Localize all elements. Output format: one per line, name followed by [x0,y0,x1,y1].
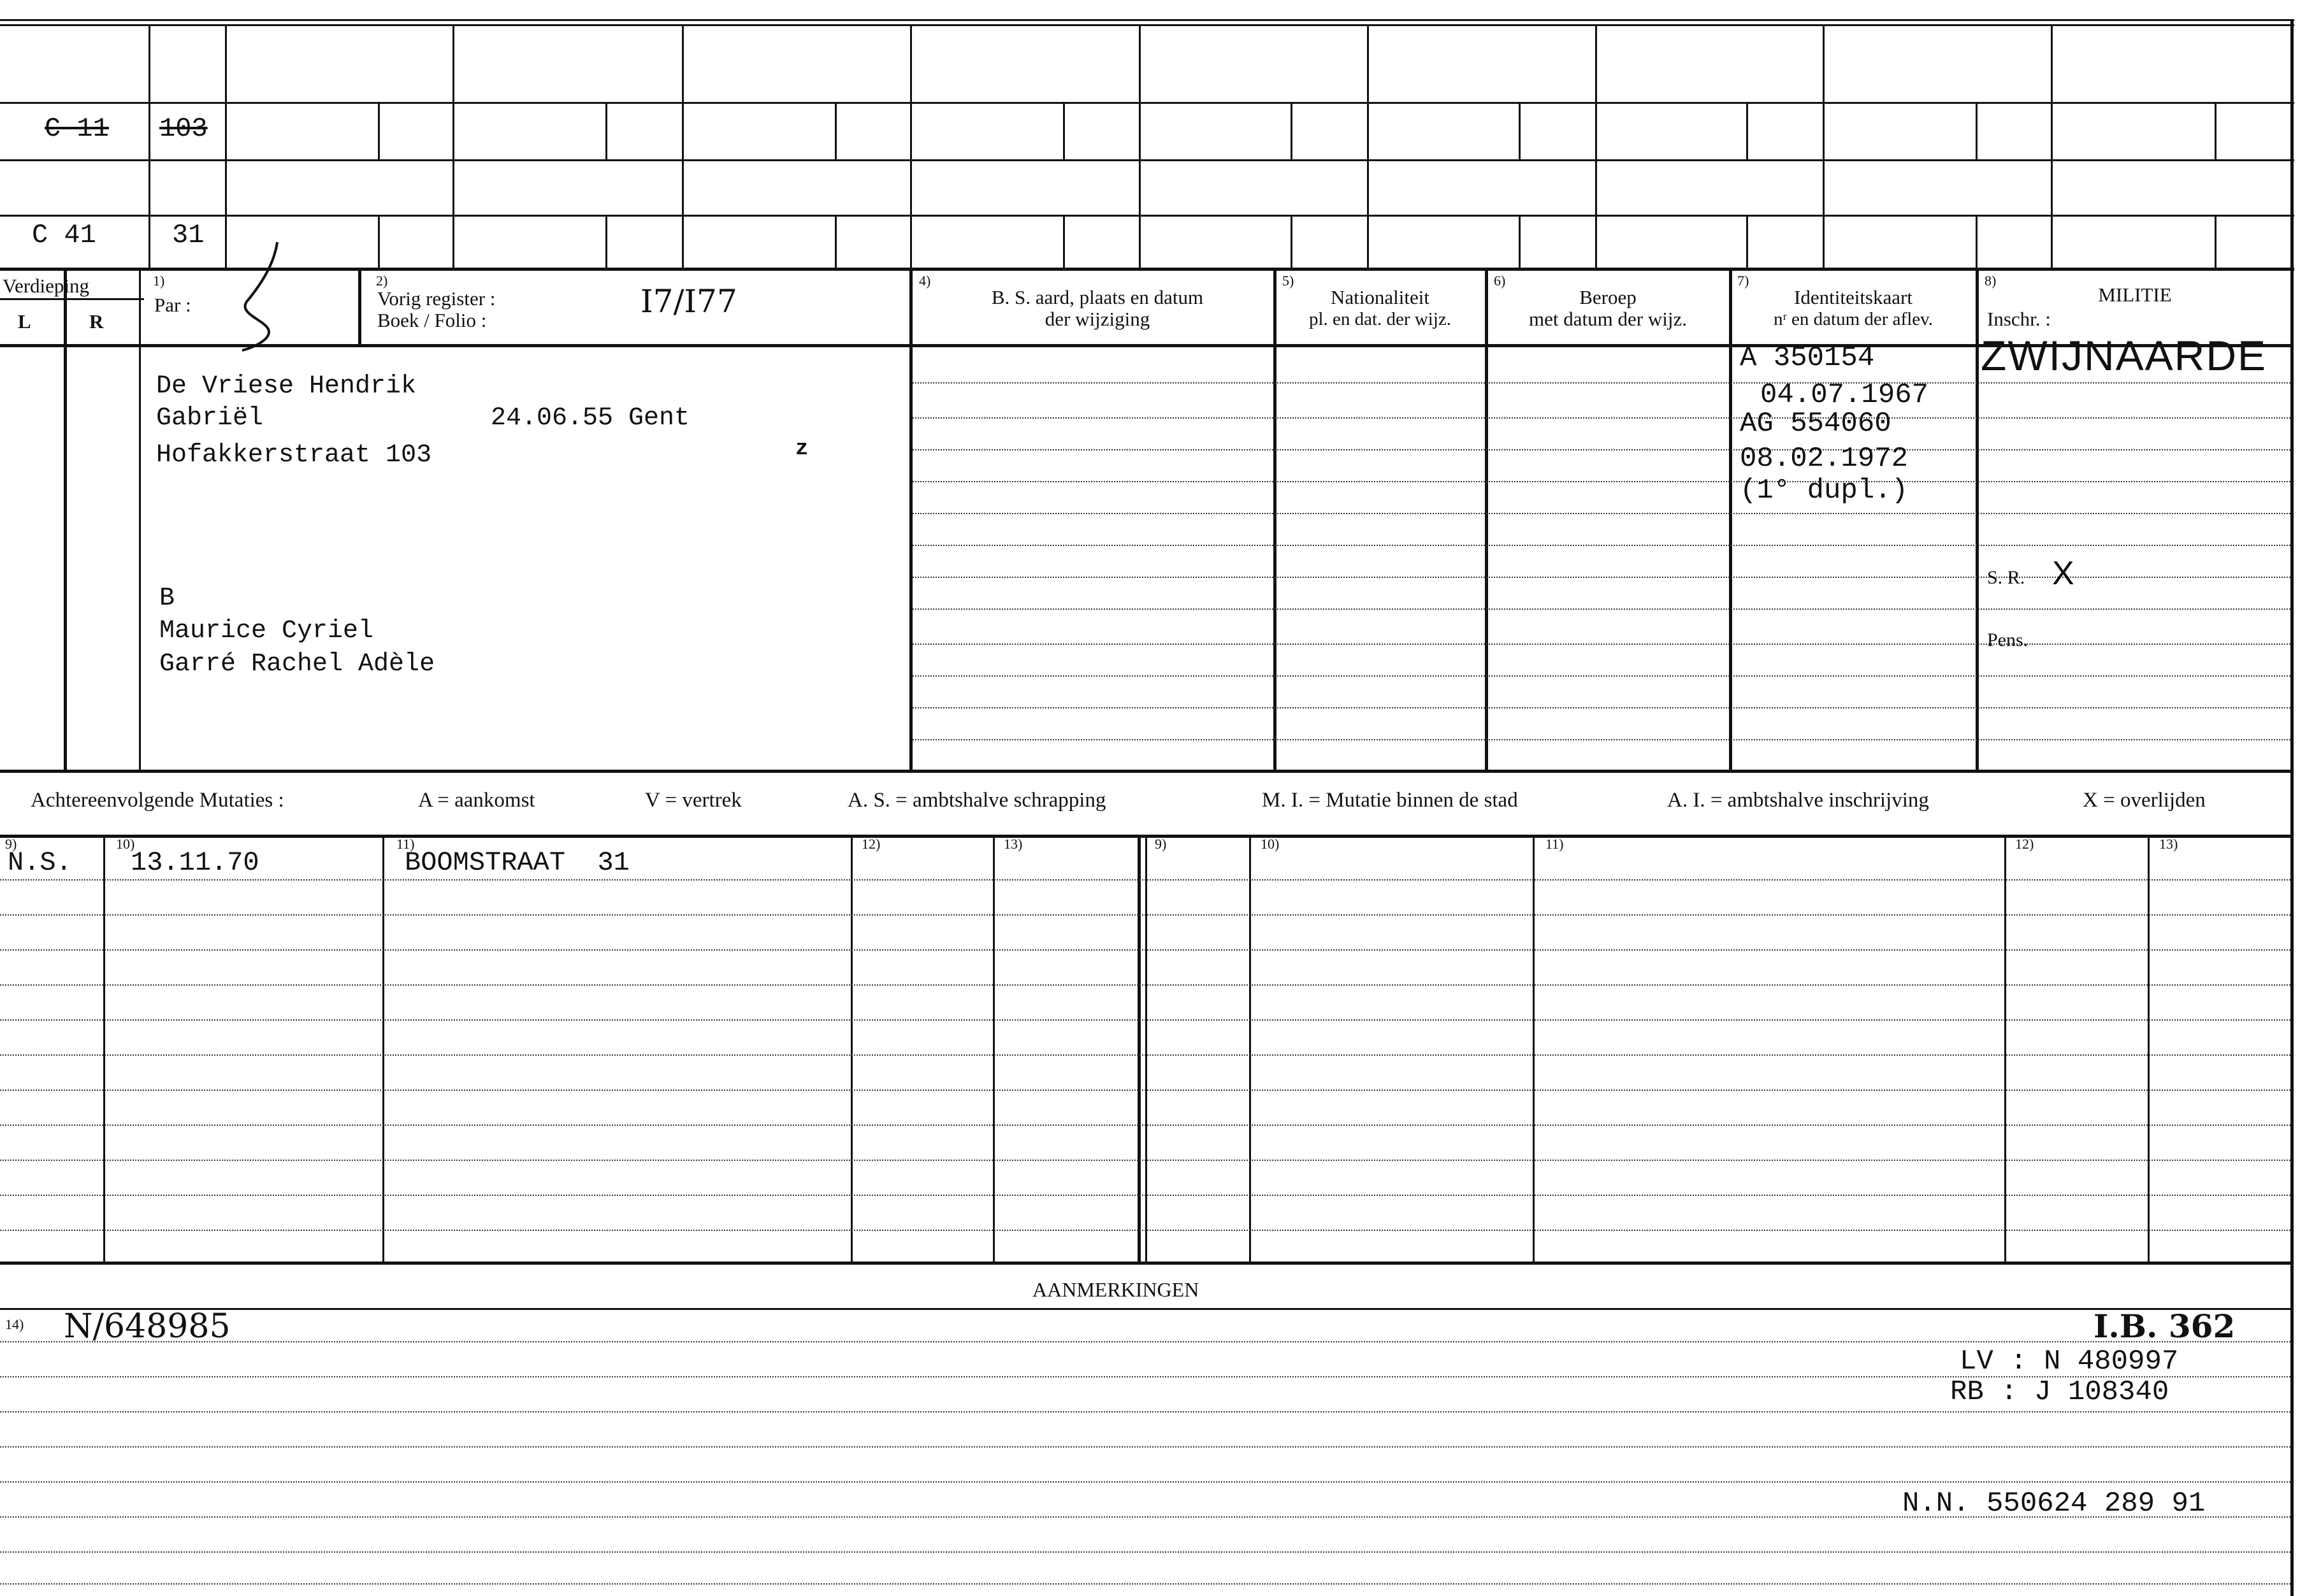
remarks-number: 14) [5,1316,24,1332]
column-number: 9) [5,836,17,852]
remarks-value: N/648985 [64,1307,231,1346]
rule [835,102,837,159]
column-number: 1) [153,273,165,289]
rule [2051,24,2053,268]
rule [0,268,2294,271]
rule [851,835,853,1262]
column-number: 10) [116,836,135,852]
column-number: 11) [396,836,415,852]
person-address: Hofakkerstraat 103 [156,441,432,470]
rule [1273,268,1276,771]
lv-number: LV : N 480997 [1960,1346,2179,1377]
column-number: 9) [1155,836,1167,852]
rule [1533,835,1535,1262]
rule [139,344,141,771]
header-verdieping: Verdieping [3,275,90,297]
mother-name: Garré Rachel Adèle [159,650,435,679]
rule [358,268,361,344]
rule [1976,215,1978,268]
rule [1291,215,1292,268]
rule [0,19,2294,21]
header-identiteitskaart: Identiteitskaart [1794,286,1913,308]
rule [0,1583,2290,1585]
rule [2290,19,2294,1596]
rule [910,24,912,268]
remarks-title: AANMERKINGEN [1032,1278,1199,1301]
header-boek-folio: Boek / Folio : [377,309,487,331]
rule [0,1195,2290,1196]
column-number: 7) [1737,273,1749,289]
militie-stamp: ZWIJNAARDE [1981,332,2267,379]
birth-date-place: 24.06.55 Gent [491,404,690,433]
rule [1145,835,1147,1262]
rule [0,1054,2290,1056]
header-par: Par : [154,294,191,316]
old-register-number: 103 [159,113,208,144]
rule [0,879,2290,881]
rule [913,707,2290,708]
rule [1976,102,1978,159]
column-number: 8) [1985,273,1997,289]
rule [913,577,2290,578]
rule [1063,102,1065,159]
rule [605,215,607,268]
rule [1139,24,1141,268]
rule [0,949,2290,951]
rule [382,835,384,1262]
rule [605,102,607,159]
column-number: 5) [1282,273,1294,289]
rule [2004,835,2006,1262]
legend-as: A. S. = ambtshalve schrapping [848,789,1106,812]
id-card-number: A 350154 [1740,342,1875,374]
column-number: 13) [1004,836,1023,852]
column-number: 2) [376,273,388,289]
rule [378,215,380,268]
column-number: 11) [1545,836,1564,852]
rule [913,417,2290,419]
rule [0,1411,2290,1413]
rule [0,159,2294,161]
rule [0,914,2290,916]
id-card-number-2: AG 554060 [1740,408,1891,440]
rule [0,1516,2290,1518]
rule [913,643,2290,645]
rule [148,24,150,268]
rule [0,770,2290,773]
rule [835,215,837,268]
rule [1729,268,1732,771]
rule [1595,24,1597,268]
rule [0,1551,2290,1553]
rule [1063,215,1065,268]
rule [1823,24,1825,268]
previous-register-value: I7/I77 [640,283,737,320]
header-bs-wijziging: der wijziging [1045,308,1150,330]
rule [0,344,2290,347]
rule [1519,215,1521,268]
rule [1291,102,1292,159]
header-beroep: Beroep [1579,286,1637,308]
rule [0,24,2294,26]
rule [0,102,2294,104]
rule [378,102,380,159]
legend-a: A = aankomst [418,789,535,812]
rule [1746,215,1748,268]
rule [0,1019,2290,1021]
header-nationaliteit-sub: pl. en dat. der wijz. [1308,309,1452,329]
column-number: 12) [2015,836,2034,852]
rule [225,24,227,268]
rule [0,1230,2290,1231]
column-number: 6) [1494,273,1506,289]
header-identiteitskaart-sub: nʳ en datum der aflev. [1773,309,1933,329]
rule [0,298,144,300]
sr-value: X [2052,555,2074,592]
id-card-date-2: 08.02.1972 [1740,443,1909,475]
mutation-address: BOOMSTRAAT 31 [405,847,630,878]
mutation-type: N.S. [8,847,72,878]
legend-v: V = vertrek [645,789,742,812]
person-name: De Vriese Hendrik [156,372,417,401]
rule [0,1481,2290,1483]
rb-number: RB : J 108340 [1950,1376,2169,1408]
rule [913,608,2290,610]
rule [0,1262,2290,1265]
person-first-name: Gabriël [156,404,264,433]
legend-title: Achtereenvolgende Mutaties : [31,789,284,812]
par-signature-mark [229,239,287,354]
old-register-code: C 11 [45,113,109,144]
column-number: 4) [919,273,931,289]
header-bs-aard: B. S. aard, plaats en datum [991,286,1204,308]
rule [682,24,684,268]
id-card-duplicate: (1° dupl.) [1740,475,1909,507]
header-l: L [18,310,31,333]
header-militie: MILITIE [2098,284,2172,306]
rule [0,1160,2290,1161]
rule [913,481,2290,482]
rule [1249,835,1251,1262]
legend-x: X = overlijden [2083,789,2206,812]
rule [64,268,67,771]
rule [0,1308,2290,1310]
header-nationaliteit: Nationaliteit [1331,286,1429,308]
rule [0,215,2294,217]
mutation-date: 13.11.70 [131,847,259,878]
rule [0,984,2290,986]
rule [0,1125,2290,1126]
column-number: 12) [862,836,881,852]
rule [1519,102,1521,159]
rule [913,513,2290,514]
rule [0,1446,2290,1448]
header-vorig-register: Vorig register : [377,287,496,310]
rule [913,382,2290,384]
rule [1976,268,1979,771]
column-number: 13) [2159,836,2178,852]
rule [913,675,2290,677]
rule [0,1341,2290,1342]
rule [1485,268,1488,771]
rule [993,835,995,1262]
rule [1138,835,1141,1262]
column-number: 10) [1261,836,1280,852]
header-beroep-sub: met datum der wijz. [1529,308,1687,330]
pens-label: Pens. [1987,629,2029,651]
rule [913,739,2290,740]
mark-z: z [795,437,809,461]
rule [1746,102,1748,159]
rule [0,1089,2290,1091]
nn-number: N.N. 550624 289 91 [1902,1488,2206,1520]
rule [913,545,2290,546]
rule [2215,102,2217,159]
rule [2215,215,2217,268]
sr-label: S. R. [1987,567,2025,588]
ib-number: I.B. 362 [2094,1307,2236,1345]
legend-ai: A. I. = ambtshalve inschrijving [1667,789,1929,812]
header-inschr: Inschr. : [1987,308,2051,330]
rule [2148,835,2150,1262]
rule [103,835,105,1262]
rule [909,268,913,771]
rule [1367,24,1369,268]
register-number: 31 [172,220,205,250]
header-r: R [89,310,104,333]
father-name: Maurice Cyriel [159,617,374,645]
father-mark: B [159,584,175,613]
rule [139,268,141,344]
id-card-date: 04.07.1967 [1760,379,1929,411]
register-code: C 41 [32,220,96,250]
legend-mi: M. I. = Mutatie binnen de stad [1262,789,1518,812]
rule [0,1376,2290,1377]
rule [452,24,454,268]
rule [913,449,2290,450]
